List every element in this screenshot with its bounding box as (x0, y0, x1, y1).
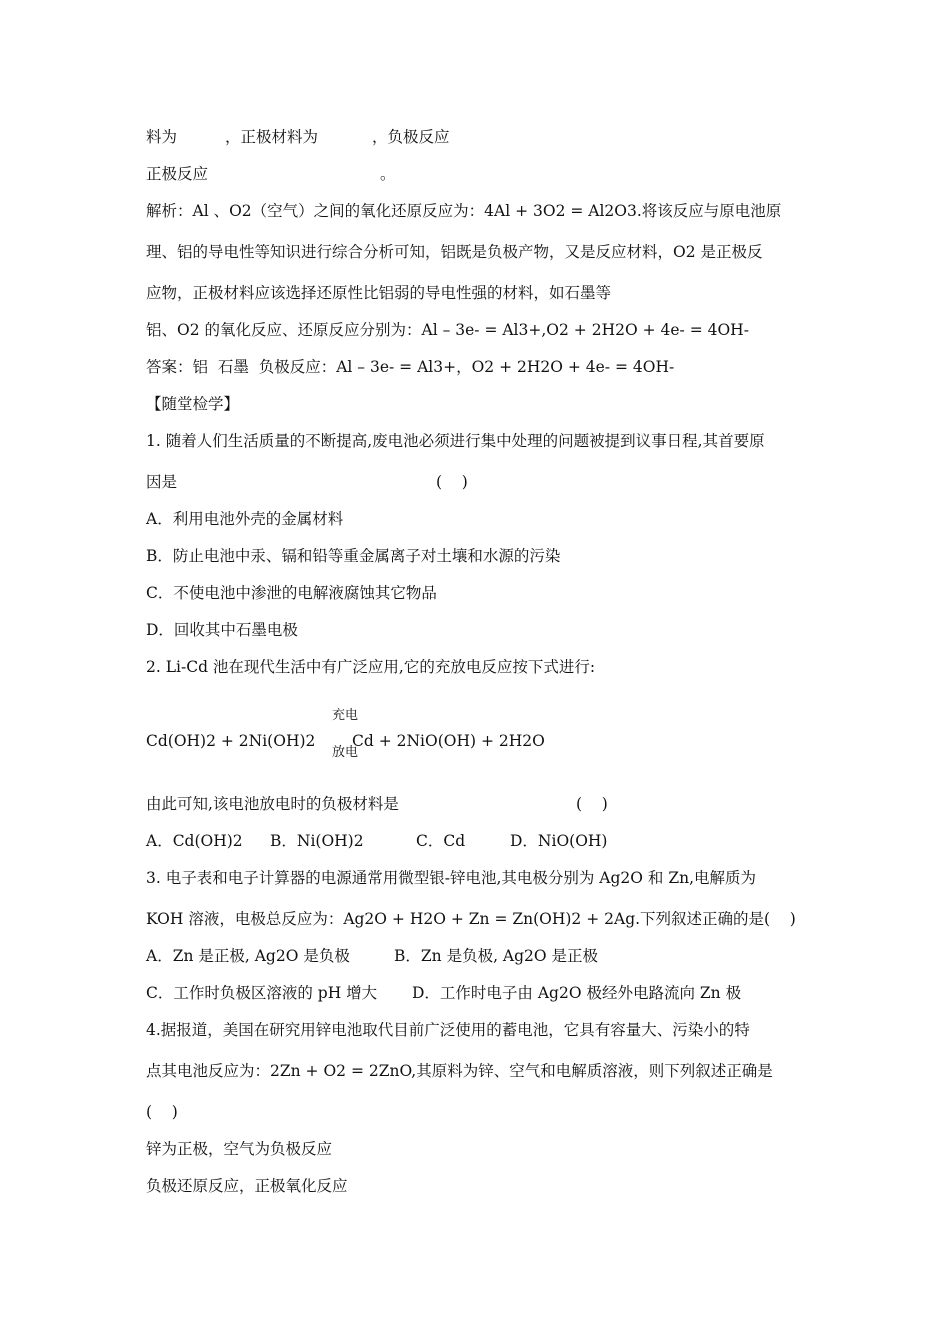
section-title: 【随堂检学】 (146, 395, 240, 413)
q2-option-c: C．Cd (416, 832, 466, 850)
q3-stem-line-1: 3. 电子表和电子计算器的电源通常用微型银-锌电池,其电极分别为 Ag2O 和 Zn,电解质为 (146, 869, 757, 887)
q2-charge-label: 充电 (332, 708, 359, 723)
q1-option-b: B．防止电池中汞、镉和铅等重金属离子对土壤和水源的污染 (146, 547, 561, 565)
q2-stem: 2. Li-Cd 池在现代生活中有广泛应用,它的充放电反应按下式进行: (146, 658, 596, 676)
analysis-line-4: 铝、O2 的氧化反应、还原反应分别为：Al – 3e- = Al3+,O2 + 2H2O + 4e- = 4OH- (146, 321, 749, 339)
analysis-line-1: 解析：Al 、O2（空气）之间的氧化还原反应为：4Al + 3O2 = Al2O3.将该反应与原电池原 (146, 202, 782, 220)
top-text-1c: ，负极反应 (372, 128, 450, 146)
q1-answer-paren: ( ) (436, 473, 468, 491)
answer-line: 答案：铝 石墨 负极反应：Al – 3e- = Al3+，O2 + 2H2O + 4e- = 4OH- (146, 358, 675, 376)
q1-option-c: C．不使电池中渗泄的电解液腐蚀其它物品 (146, 584, 437, 602)
q3-option-a: A．Zn 是正极, Ag2O 是负极 (146, 947, 350, 965)
top-text-2b: 。 (380, 165, 396, 183)
top-text-1b: ，正极材料为 (225, 128, 319, 146)
top-text-2a: 正极反应 (146, 165, 209, 183)
q1-stem-line-1: 1. 随着人们生活质量的不断提高,废电池必须进行集中处理的问题被提到议事日程,其首要原 (146, 432, 765, 450)
q2-answer-paren: ( ) (576, 795, 608, 813)
q3-stem-line-2: KOH 溶液，电极总反应为：Ag2O + H2O + Zn = Zn(OH)2 + 2Ag.下列叙述正确的是( ) (146, 910, 796, 928)
q1-option-d: D．回收其中石墨电极 (146, 621, 298, 639)
q1-option-a: A．利用电池外壳的金属材料 (146, 510, 344, 528)
q4-option-1: 锌为正极，空气为负极反应 (146, 1140, 333, 1158)
q2-equation-right: Cd + 2NiO(OH) + 2H2O (352, 732, 545, 750)
q3-option-d: D．工作时电子由 Ag2O 极经外电路流向 Zn 极 (412, 984, 742, 1002)
q3-option-c: C．工作时负极区溶液的 pH 增大 (146, 984, 378, 1002)
q3-option-b: B．Zn 是负极, Ag2O 是正极 (394, 947, 599, 965)
q2-equation-left: Cd(OH)2 + 2Ni(OH)2 (146, 732, 316, 750)
q1-stem-line-2: 因是 (146, 473, 178, 491)
q2-option-d: D．NiO(OH) (510, 832, 608, 850)
q4-option-2: 负极还原反应，正极氧化反应 (146, 1177, 348, 1195)
analysis-line-3: 应物，正极材料应该选择还原性比铝弱的导电性强的材料，如石墨等 (146, 284, 612, 302)
q4-answer-paren: ( ) (146, 1103, 178, 1121)
analysis-line-2: 理、铝的导电性等知识进行综合分析可知，铝既是负极产物，又是反应材料，O2 是正极反 (146, 243, 763, 261)
q2-stem-line-2: 由此可知,该电池放电时的负极材料是 (146, 795, 399, 813)
top-text-1a: 料为 (146, 128, 178, 146)
q2-discharge-label: 放电 (332, 745, 359, 760)
q4-stem-line-2: 点其电池反应为：2Zn + O2 = 2ZnO,其原料为锌、空气和电解质溶液，则下列叙述正确是 (146, 1062, 773, 1080)
q2-option-b: B．Ni(OH)2 (270, 832, 364, 850)
q2-option-a: A．Cd(OH)2 (146, 832, 243, 850)
q4-stem-line-1: 4.据报道，美国在研究用锌电池取代目前广泛使用的蓄电池，它具有容量大、污染小的特 (146, 1021, 750, 1039)
